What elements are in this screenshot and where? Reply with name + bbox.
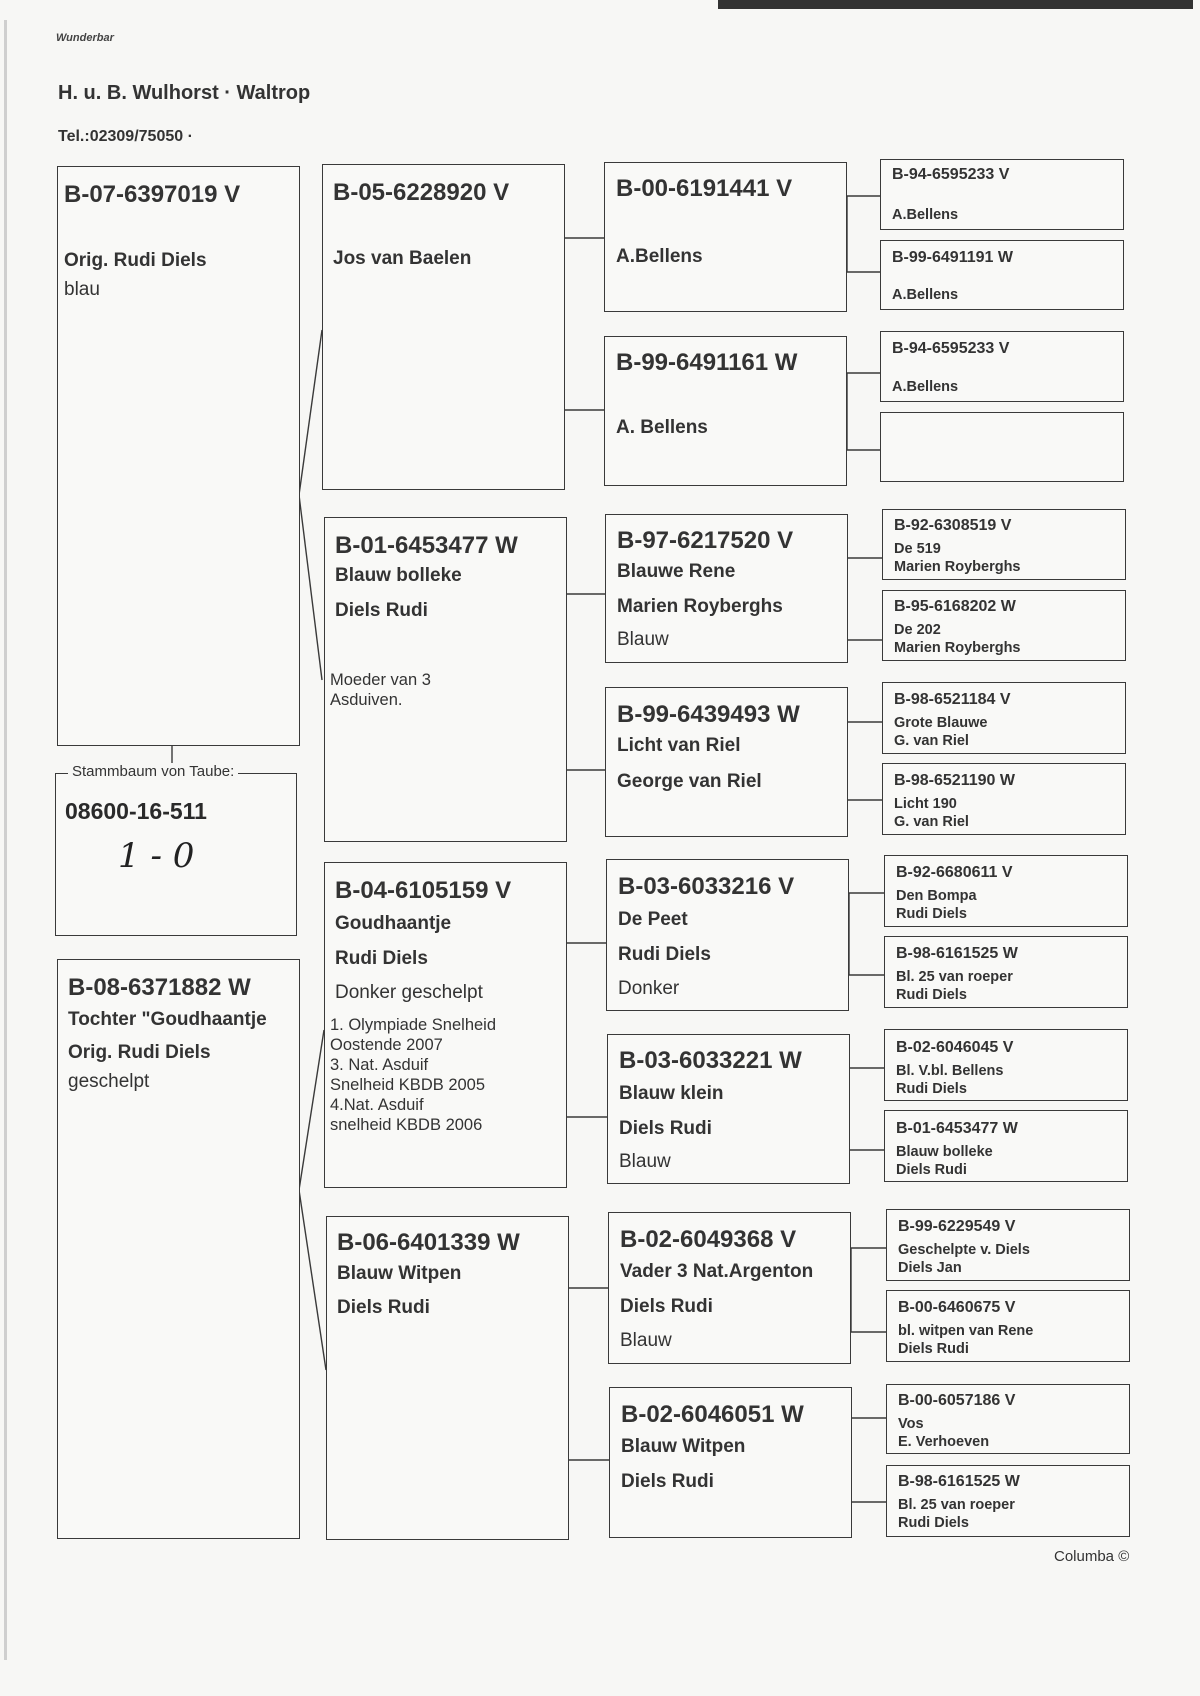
scan-left-edge [4, 20, 7, 1660]
gen2-name: Blauw bolleke [335, 565, 462, 586]
gen3-breeder: Rudi Diels [618, 944, 711, 965]
gen4-box [884, 1029, 1128, 1101]
gen4-line1: Den Bompa [896, 888, 977, 904]
gen2-breeder: Rudi Diels [335, 948, 428, 969]
gen4-ring-number: B-98-6521190 W [894, 772, 1015, 789]
gen4-ring-number: B-98-6521184 V [894, 691, 1011, 708]
gen3-name: Vader 3 Nat.Argenton [620, 1261, 814, 1282]
gen3-ring-number: B-03-6033221 W [619, 1047, 802, 1074]
gen3-color: Donker [618, 978, 680, 999]
gen4-line1: Blauw bolleke [896, 1144, 993, 1160]
gen3-color: Blauw [619, 1151, 671, 1172]
gen4-line2: Rudi Diels [896, 906, 967, 922]
gen4-box [880, 240, 1124, 310]
gen4-box-empty [880, 412, 1124, 482]
gen3-ring-number: B-99-6491161 W [616, 349, 798, 376]
gen2-color: Donker geschelpt [335, 982, 483, 1003]
gen3-breeder: George van Riel [617, 771, 762, 792]
owner-name: H. u. B. Wulhorst · Waltrop [58, 82, 311, 104]
gen4-ring-number: B-94-6595233 V [892, 166, 1010, 183]
gen4-line2: E. Verhoeven [898, 1434, 990, 1450]
gen4-ring-number: B-99-6229549 V [898, 1218, 1016, 1235]
gen3-box [605, 687, 848, 837]
handwritten-note: 1 - 0 [118, 836, 195, 876]
gen2-ring-number: B-05-6228920 V [333, 179, 510, 206]
mother-color: geschelpt [68, 1071, 150, 1092]
subject-ring-number: B-07-6397019 V [64, 181, 241, 208]
gen2-name: Blauw Witpen [337, 1263, 462, 1284]
mother-origin: Orig. Rudi Diels [68, 1042, 211, 1063]
gen4-box [886, 1209, 1130, 1281]
gen4-line2: Marien Royberghs [894, 640, 1021, 656]
gen3-name: Licht van Riel [617, 735, 741, 756]
gen4-line2: Rudi Diels [896, 1081, 967, 1097]
gen4-box [884, 1110, 1128, 1182]
gen2-name: Jos van Baelen [333, 248, 472, 269]
gen4-line1: Bl. V.bl. Bellens [896, 1063, 1004, 1079]
gen4-line1: De 202 [894, 622, 941, 638]
gen4-line1: Bl. 25 van roeper [898, 1497, 1015, 1513]
gen4-ring-number: B-99-6491191 W [892, 249, 1013, 266]
gen4-ring-number: B-02-6046045 V [896, 1039, 1014, 1056]
gen2-box [324, 517, 567, 842]
gen3-name: Blauwe Rene [617, 561, 736, 582]
gen3-name: A.Bellens [616, 246, 703, 267]
scan-edge-mark [718, 0, 1193, 9]
gen4-line2: Diels Rudi [896, 1162, 967, 1178]
gen2-breeder: Diels Rudi [337, 1297, 430, 1318]
mother-ring-number: B-08-6371882 W [68, 974, 251, 1001]
owner-phone: Tel.:02309/75050 · [58, 128, 193, 145]
gen2-box [322, 164, 565, 490]
gen4-ring-number: B-92-6680611 V [896, 864, 1013, 881]
gen4-line1: bl. witpen van Rene [898, 1323, 1034, 1339]
gen4-line2: G. van Riel [894, 733, 969, 749]
gen2-box [326, 1216, 569, 1540]
gen2-name: Goudhaantje [335, 913, 452, 934]
gen4-ring-number: B-98-6161525 W [898, 1473, 1020, 1490]
gen4-box [886, 1290, 1130, 1362]
gen3-breeder: Diels Rudi [621, 1471, 714, 1492]
gen3-box [607, 1034, 850, 1184]
gen4-line2: Marien Royberghs [894, 559, 1021, 575]
gen4-box [882, 682, 1126, 754]
gen4-line1: Grote Blauwe [894, 715, 988, 731]
gen3-name: A. Bellens [616, 417, 708, 438]
gen4-line2: G. van Riel [894, 814, 969, 830]
gen2-ring-number: B-04-6105159 V [335, 877, 512, 904]
gen4-box [884, 936, 1128, 1008]
gen4-box [884, 855, 1128, 927]
gen3-box [604, 336, 847, 486]
subject-color: blau [64, 279, 100, 300]
pedigree-label-box [55, 773, 297, 936]
pedigree-code: 08600-16-511 [65, 798, 207, 824]
gen4-line2: Rudi Diels [898, 1515, 969, 1531]
mother-pigeon-box [57, 959, 300, 1539]
gen2-achievement-note: 1. Olympiade Snelheid Oostende 2007 3. Nat. Asduif Snelheid KBDB 2005 4.Nat. Asduif snelheid KBDB 2006 [330, 1016, 497, 1134]
gen4-line1: Geschelpte v. Diels [898, 1242, 1030, 1258]
gen4-box [886, 1465, 1130, 1537]
gen3-name: De Peet [618, 909, 688, 930]
gen3-box [606, 859, 849, 1011]
gen3-ring-number: B-02-6046051 W [621, 1401, 804, 1428]
gen4-line1: Bl. 25 van roeper [896, 969, 1013, 985]
gen2-achievement-note: Moeder van 3 Asduiven. [330, 671, 431, 709]
gen4-box [880, 159, 1124, 230]
gen4-ring-number: B-00-6057186 V [898, 1392, 1016, 1409]
gen2-ring-number: B-01-6453477 W [335, 532, 518, 559]
gen3-name: Blauw Witpen [621, 1436, 746, 1457]
gen3-name: Blauw klein [619, 1083, 724, 1104]
gen4-box [882, 509, 1126, 580]
gen4-line1: A.Bellens [892, 207, 959, 223]
gen4-ring-number: B-94-6595233 V [892, 340, 1010, 357]
gen4-box [882, 590, 1126, 661]
gen4-box [880, 331, 1124, 402]
gen4-ring-number: B-92-6308519 V [894, 517, 1012, 534]
gen4-line1: A.Bellens [892, 287, 959, 303]
gen3-box [604, 162, 847, 312]
gen4-box [886, 1384, 1130, 1454]
gen3-ring-number: B-99-6439493 W [617, 701, 800, 728]
gen3-ring-number: B-97-6217520 V [617, 527, 794, 554]
subject-pigeon-box [57, 166, 300, 746]
gen3-breeder: Diels Rudi [620, 1296, 713, 1317]
gen4-ring-number: B-95-6168202 W [894, 598, 1016, 615]
mother-name: Tochter "Goudhaantje [68, 1009, 267, 1030]
gen4-ring-number: B-98-6161525 W [896, 945, 1018, 962]
gen3-box [605, 514, 848, 663]
gen3-color: Blauw [617, 629, 669, 650]
gen3-box [609, 1387, 852, 1538]
gen3-color: Blauw [620, 1330, 672, 1351]
gen4-line2: Diels Rudi [898, 1341, 969, 1357]
gen3-box [608, 1212, 851, 1364]
gen4-line1: Licht 190 [894, 796, 957, 812]
gen4-line1: A.Bellens [892, 379, 959, 395]
gen4-line1: Vos [898, 1416, 924, 1432]
gen4-ring-number: B-01-6453477 W [896, 1120, 1018, 1137]
gen3-breeder: Diels Rudi [619, 1118, 712, 1139]
gen2-box [324, 862, 567, 1188]
subject-origin: Orig. Rudi Diels [64, 250, 207, 271]
gen3-ring-number: B-00-6191441 V [616, 175, 793, 202]
owner-brand-logo: Wunderbar [56, 32, 114, 44]
gen4-line1: De 519 [894, 541, 941, 557]
gen3-ring-number: B-03-6033216 V [618, 873, 795, 900]
gen4-line2: Rudi Diels [896, 987, 967, 1003]
gen3-ring-number: B-02-6049368 V [620, 1226, 797, 1253]
gen4-box [882, 763, 1126, 835]
gen4-line2: Diels Jan [898, 1260, 962, 1276]
gen2-breeder: Diels Rudi [335, 600, 428, 621]
gen3-breeder: Marien Royberghs [617, 596, 783, 617]
gen2-ring-number: B-06-6401339 W [337, 1229, 520, 1256]
pedigree-label: Stammbaum von Taube: [68, 763, 238, 780]
footer-copyright: Columba © [1054, 1548, 1130, 1565]
gen4-ring-number: B-00-6460675 V [898, 1299, 1016, 1316]
